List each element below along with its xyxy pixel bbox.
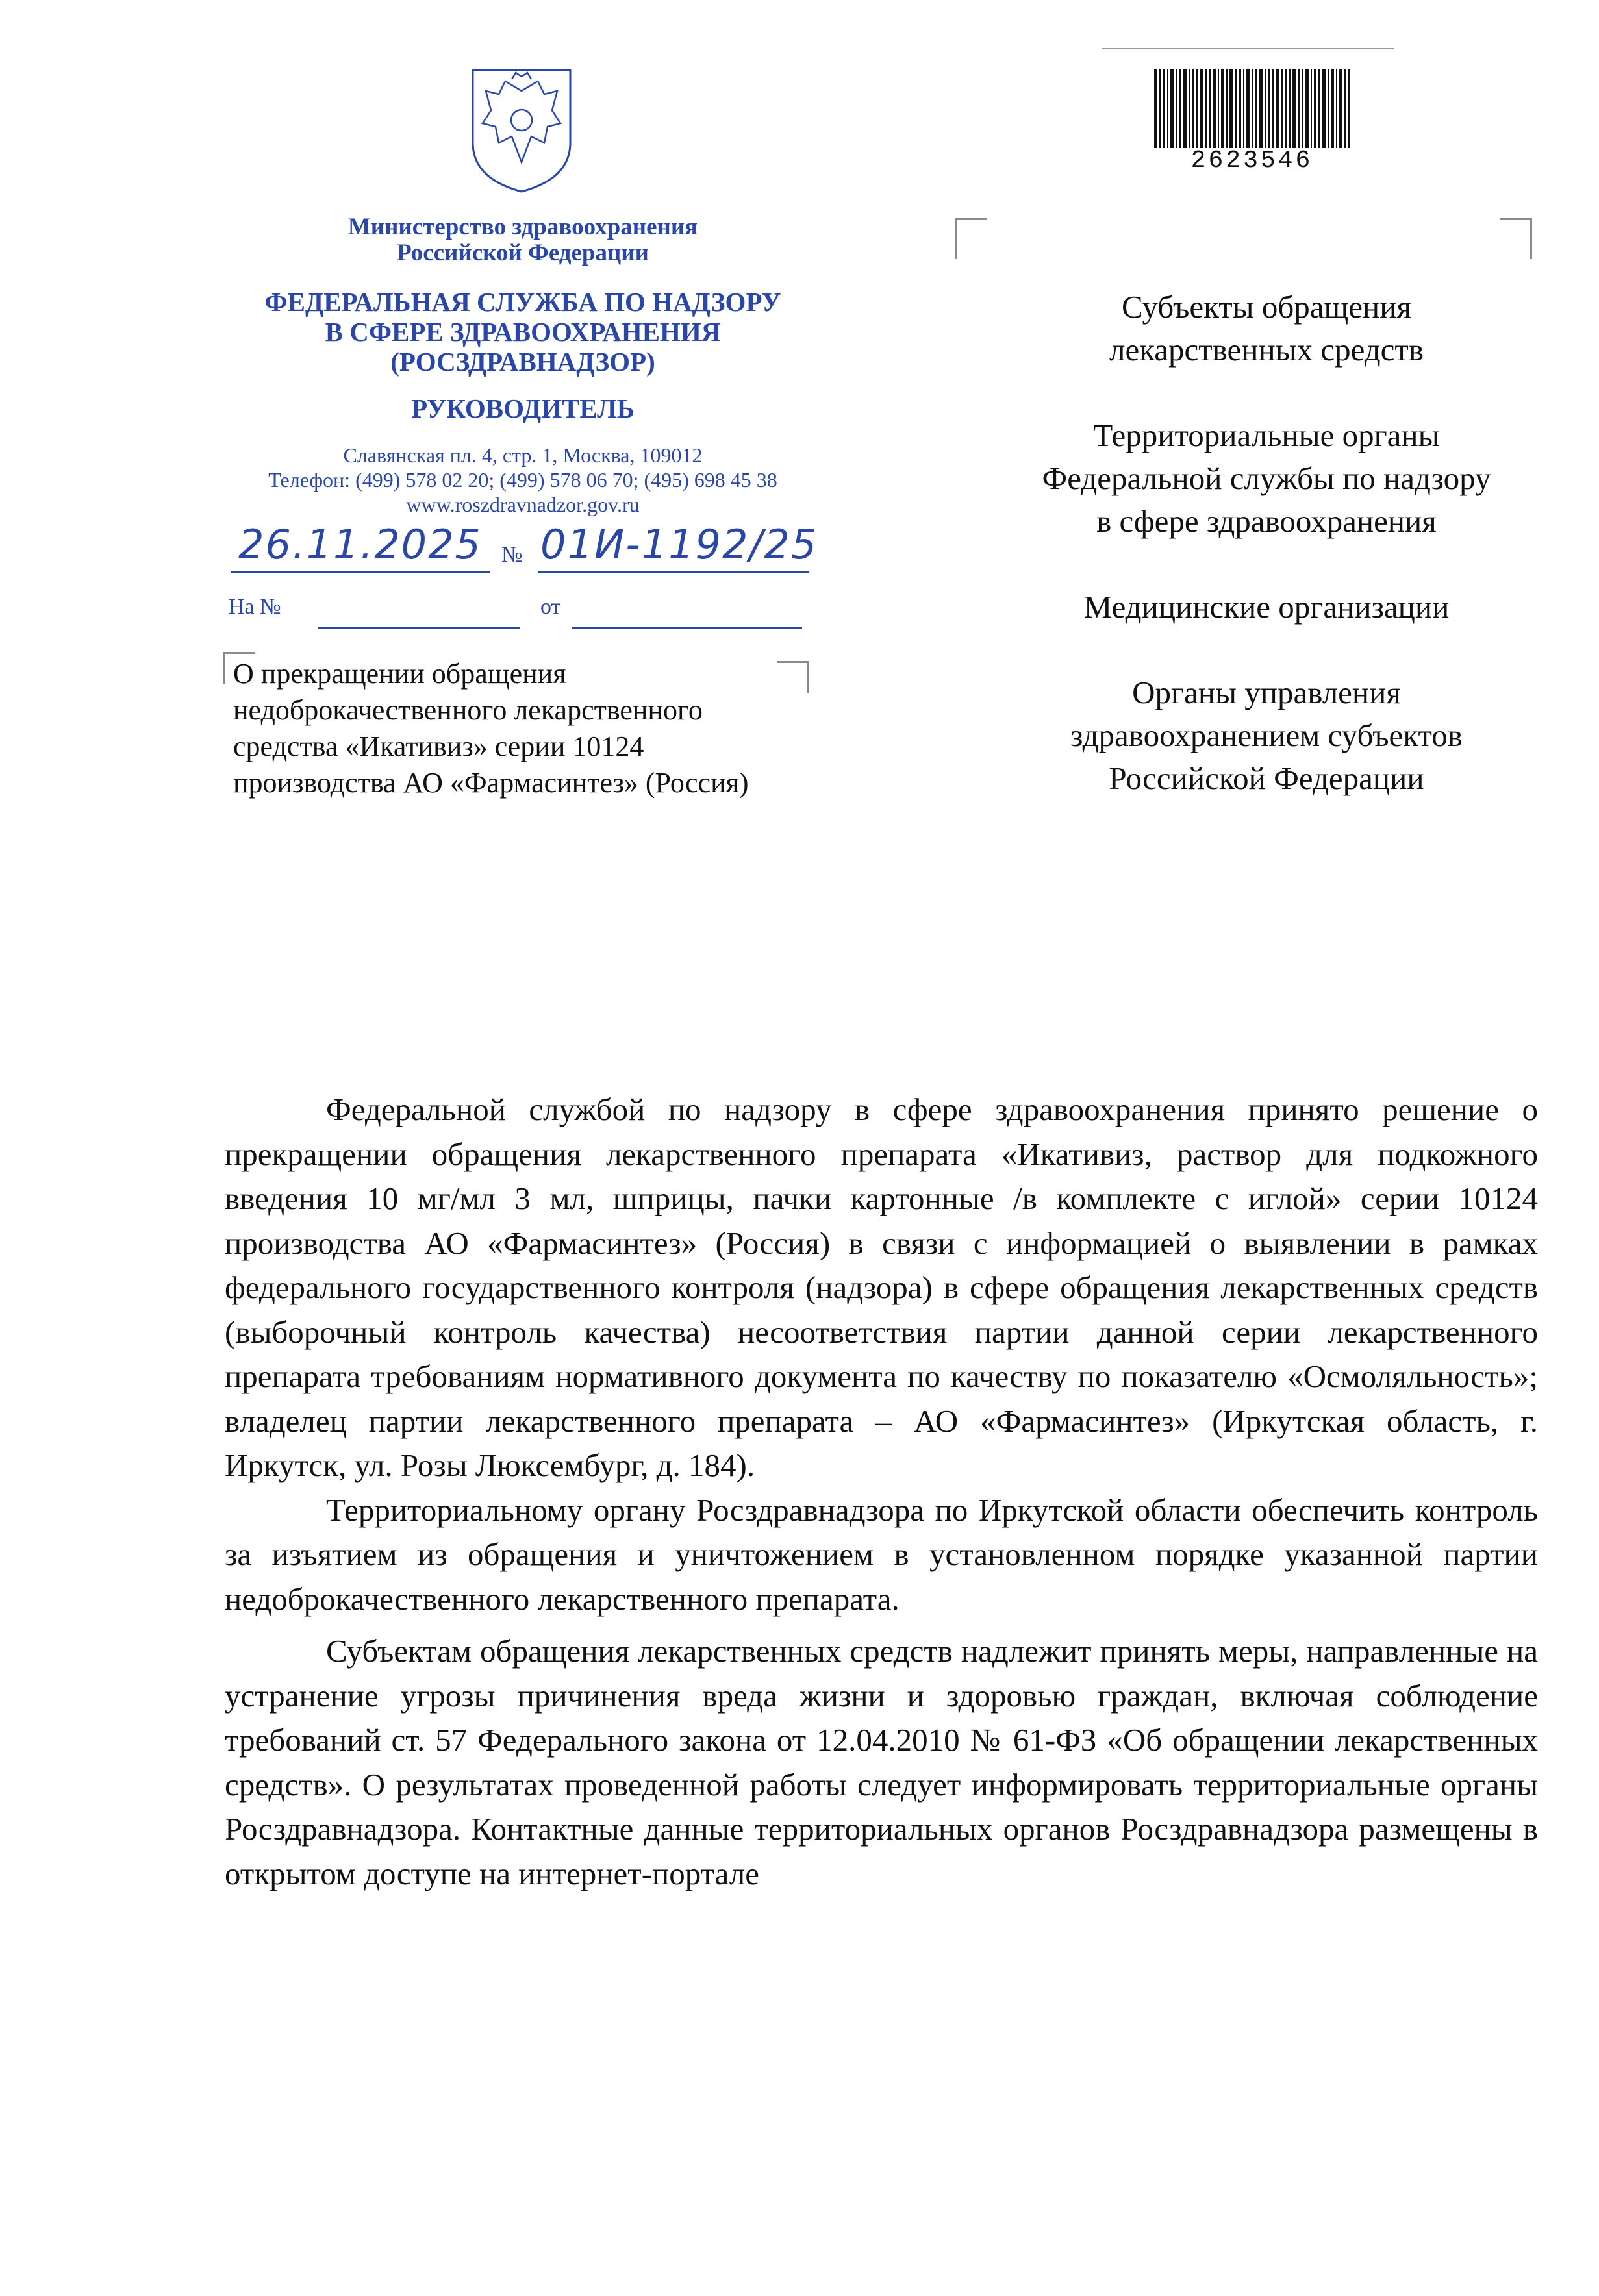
phones-line: Телефон: (499) 578 02 20; (499) 578 06 70; (495) 698 45 38 bbox=[268, 468, 777, 492]
addressee-2 bbox=[974, 414, 1559, 543]
body-paragraph-1: Федеральной службой по надзору в сфере здравоохранения принято решение о прекращении обращения лекарственного препарата «Икативиз, раствор для подкожного введения 10 мг/мл 3 мл, шприцы, пачки картонные /в комплекте с иглой» серии 10124 производства АО «Фармасинтез» (Россия) в связи с информацией о выявлении в рамках федерального государственного контроля (надзора) в сфере обращения лекарственных средств (выборочный контроль качества) несоответствия партии данной серии лекарственного препарата требованиям нормативного документа по качеству по показателю «Осмоляльность»; владелец партии лекарственного препарата – АО «Фармасинтез» (Иркутская область, г. Иркутск, ул. Розы Люксембург, д. 184). bbox=[225, 1092, 1538, 1483]
date-underline bbox=[231, 571, 490, 573]
addressee-1 bbox=[974, 286, 1559, 371]
ministry-name-line1: Министерство здравоохранения bbox=[347, 214, 698, 240]
body-paragraph-3: Субъектам обращения лекарственных средств надлежит принять меры, направленные на устранение угрозы причинения вреда жизни и здоровью граждан, включая соблюдение требований ст. 57 Федерального закона от 12.04.2010 № 61-ФЗ «Об обращении лекарственных средств». О результатах проведенной работы следует информировать территориальные органы Росздравнадзора. Контактные данные территориальных органов Росздравнадзора размещены в открытом доступе на интернет-портале bbox=[225, 1633, 1538, 1891]
addressee-corner-left bbox=[955, 218, 987, 259]
addressee-1-line1: Субъекты обращения bbox=[1121, 289, 1411, 325]
registration-date-field bbox=[231, 519, 492, 582]
letter-body bbox=[225, 1088, 1538, 1896]
addressee-4 bbox=[974, 671, 1559, 800]
registration-number-field bbox=[538, 519, 818, 582]
service-name-line1: ФЕДЕРАЛЬНАЯ СЛУЖБА ПО НАДЗОРУ bbox=[264, 287, 781, 317]
addressee-2-line2: Федеральной службы по надзору bbox=[1042, 460, 1491, 496]
head-title: РУКОВОДИТЕЛЬ bbox=[411, 393, 635, 423]
reply-from-label: от bbox=[540, 595, 561, 619]
subject-line-1: О прекращении обращения bbox=[233, 658, 566, 690]
subject-line-3: средства «Икативиз» серии 10124 bbox=[233, 730, 644, 762]
address-line: Славянская пл. 4, стр. 1, Москва, 109012 bbox=[343, 443, 703, 467]
addressee-4-line1: Органы управления bbox=[1132, 675, 1401, 710]
reply-to-label: На № bbox=[229, 595, 281, 619]
addressee-3-line1: Медицинские организации bbox=[1083, 589, 1450, 625]
barcode-top-rule bbox=[1102, 48, 1394, 49]
coat-of-arms-emblem bbox=[466, 65, 577, 195]
website-line: www.roszdravnadzor.gov.ru bbox=[406, 493, 640, 516]
letter-subject bbox=[224, 656, 848, 801]
addressee-2-line1: Территориальные органы bbox=[1093, 418, 1440, 453]
body-paragraph-2: Территориальному органу Росздравнадзора по Иркутской области обеспечить контроль за изъятием из обращения и уничтожением в установленном порядке указанной партии недоброкачественного лекарственного препарата. bbox=[225, 1491, 1538, 1617]
addressee-corner-right bbox=[1500, 218, 1532, 259]
reply-to-underline bbox=[318, 627, 520, 629]
addressee-2-line3: в сфере здравоохранения bbox=[1096, 503, 1437, 539]
barcode-number: 2623546 bbox=[1190, 147, 1313, 175]
service-name-line2: В СФЕРЕ ЗДРАВООХРАНЕНИЯ bbox=[325, 317, 721, 347]
subject-line-4: производства АО «Фармасинтез» (Россия) bbox=[233, 767, 749, 799]
addressee-4-line2: здравоохранением субъектов bbox=[1070, 718, 1463, 753]
reply-from-underline bbox=[572, 627, 802, 629]
subject-line-2: недоброкачественного лекарственного bbox=[233, 694, 703, 726]
addressee-1-line2: лекарственных средств bbox=[1109, 332, 1424, 368]
registration-date: 26.11.2025 bbox=[238, 521, 482, 568]
addressee-3 bbox=[974, 586, 1559, 629]
service-name-line3: (РОСЗДРАВНАДЗОР) bbox=[390, 347, 655, 377]
barcode bbox=[1153, 69, 1351, 148]
registration-number: 01И-1192/25 bbox=[540, 521, 818, 568]
addressee-4-line3: Российской Федерации bbox=[1109, 760, 1424, 796]
ministry-name-line2: Российской Федерации bbox=[397, 240, 649, 266]
number-underline bbox=[538, 571, 809, 573]
number-sign: № bbox=[501, 543, 523, 567]
addressee-block bbox=[974, 286, 1559, 843]
